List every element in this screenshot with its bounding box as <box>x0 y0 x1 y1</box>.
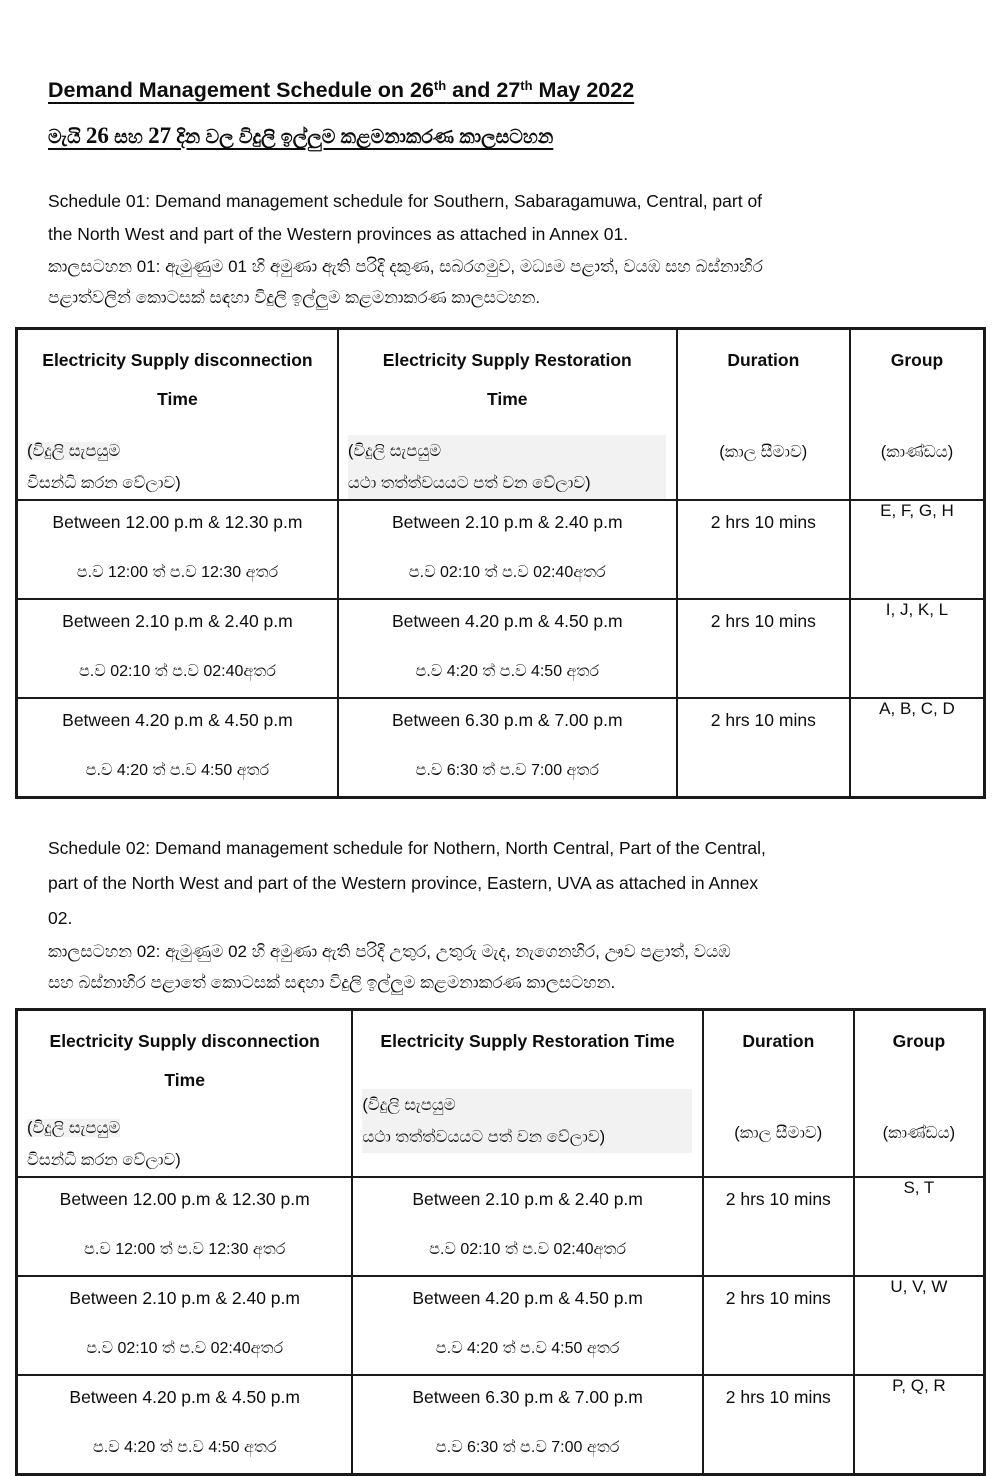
header-si-line: (කාල සීමාව) <box>719 443 808 461</box>
header-disconnection-time <box>17 1010 353 1178</box>
header-disconnection-si <box>18 435 337 499</box>
header-restoration-time <box>338 329 677 501</box>
header-line: Group <box>890 350 944 370</box>
duration-cell <box>677 500 850 599</box>
table-row <box>17 1276 985 1375</box>
duration-cell <box>703 1177 854 1276</box>
header-line: Duration <box>727 350 800 370</box>
header-si-line: (කාල සීමාව) <box>734 1124 823 1142</box>
title-text: Demand Management Schedule on 26 <box>48 78 434 102</box>
time-range-en: Between 2.10 p.m & 2.40 p.m <box>69 1288 300 1308</box>
header-line: Electricity Supply disconnection <box>49 1031 320 1051</box>
header-group <box>850 329 985 501</box>
time-range-en: Between 6.30 p.m & 7.00 p.m <box>391 710 623 730</box>
header-line: Group <box>892 1031 946 1051</box>
schedule-02-paragraph-si-line: සහ බස්නාහිර පළාතේ කොටසක් සඳහා විදුලි ඉල්ලුම කළමනාකරණ කාලසටහන. <box>48 973 616 992</box>
disconnection-time-cell <box>17 1177 353 1276</box>
header-restoration-time <box>352 1010 702 1178</box>
time-range-si: ප.ව 02:10 ත් ප.ව 02:40අතර <box>408 564 606 581</box>
restoration-time-cell <box>352 1177 702 1276</box>
header-si-line: යථා තත්ත්වයයට පත් වන වේලාව) <box>348 467 666 499</box>
header-duration <box>703 1010 854 1178</box>
time-range-en: Between 6.30 p.m & 7.00 p.m <box>412 1387 643 1407</box>
subtitle-text: දින වල විදුලි ඉල්ලුම කළමනාකරණ කාලසටහන <box>171 127 554 148</box>
table-header-row <box>17 329 985 501</box>
time-range-en: Between 12.00 p.m & 12.30 p.m <box>59 1189 310 1209</box>
restoration-time-cell <box>338 698 677 798</box>
group-cell: S, T <box>854 1177 985 1276</box>
header-disconnection-en <box>18 1011 351 1100</box>
time-range-en: Between 4.20 p.m & 4.50 p.m <box>412 1288 643 1308</box>
time-range-si: ප.ව 6:30 ත් ප.ව 7:00 අතර <box>435 1439 620 1456</box>
schedule-01-table <box>15 327 986 799</box>
time-range-si: ප.ව 02:10 ත් ප.ව 02:40අතර <box>429 1241 627 1258</box>
table-row <box>17 698 985 798</box>
header-duration <box>677 329 850 501</box>
time-range-si: ප.ව 02:10 ත් ප.ව 02:40අතර <box>78 663 276 680</box>
header-line: Electricity Supply Restoration Time <box>380 1031 675 1051</box>
restoration-time-cell <box>352 1276 702 1375</box>
group-cell: A, B, C, D <box>850 698 985 798</box>
duration-cell <box>677 698 850 798</box>
table-row <box>17 500 985 599</box>
header-restoration-en <box>353 1011 701 1061</box>
duration-value: 2 hrs 10 mins <box>710 512 816 532</box>
duration-cell <box>677 599 850 698</box>
group-cell: U, V, W <box>854 1276 985 1375</box>
duration-value: 2 hrs 10 mins <box>725 1288 831 1308</box>
restoration-time-cell <box>352 1375 702 1475</box>
time-range-en: Between 4.20 p.m & 4.50 p.m <box>69 1387 300 1407</box>
time-range-si: ප.ව 4:20 ත් ප.ව 4:50 අතර <box>85 762 270 779</box>
time-range-si: ප.ව 4:20 ත් ප.ව 4:50 අතර <box>415 663 600 680</box>
subtitle-text: සහ <box>108 127 149 148</box>
title-text: and 27 <box>446 78 521 102</box>
page-title <box>48 78 965 103</box>
title-superscript: th <box>520 78 533 93</box>
schedule-02-paragraph-en-line: 02. <box>48 908 73 928</box>
header-disconnection-time <box>17 329 338 501</box>
time-range-en: Between 2.10 p.m & 2.40 p.m <box>391 512 623 532</box>
title-superscript: th <box>433 78 447 93</box>
schedule-02-paragraph <box>48 831 965 998</box>
schedule-01-paragraph-si-line: පළාත්වලින් කොටසක් සඳහා විදුලි ඉල්ලුම කළමනාකරණ කාලසටහන. <box>48 288 541 307</box>
group-cell: E, F, G, H <box>850 500 985 599</box>
header-line: Time <box>164 1070 205 1090</box>
table-row <box>17 1177 985 1276</box>
group-cell: I, J, K, L <box>850 599 985 698</box>
duration-cell <box>703 1276 854 1375</box>
time-range-en: Between 4.20 p.m & 4.50 p.m <box>62 710 293 730</box>
header-si-line: යථා තත්ත්වයයට පත් වන වේලාව) <box>362 1121 691 1153</box>
header-si-line: විසන්ධි කරන වේලාව) <box>27 474 181 492</box>
header-si-line: (කාණ්ඩය) <box>880 443 954 461</box>
time-range-si: ප.ව 02:10 ත් ප.ව 02:40අතර <box>86 1340 284 1357</box>
duration-value: 2 hrs 10 mins <box>725 1189 831 1209</box>
disconnection-time-cell <box>17 1375 353 1475</box>
subtitle-date-number: 27 <box>148 123 172 148</box>
schedule-02-paragraph-en-line: part of the North West and part of the Western province, Eastern, UVA as attached in Annex <box>48 873 759 893</box>
header-disconnection-si <box>18 1112 351 1176</box>
disconnection-time-cell <box>17 599 338 698</box>
time-range-en: Between 2.10 p.m & 2.40 p.m <box>62 611 293 631</box>
header-restoration-si <box>353 1089 701 1153</box>
disconnection-time-cell <box>17 698 338 798</box>
time-range-si: ප.ව 12:00 ත් ප.ව 12:30 අතර <box>76 564 279 581</box>
time-range-en: Between 2.10 p.m & 2.40 p.m <box>412 1189 643 1209</box>
disconnection-time-cell <box>17 500 338 599</box>
header-restoration-en <box>339 330 676 419</box>
header-disconnection-en <box>18 330 337 419</box>
schedule-02-paragraph-si-line: කාලසටහන 02: ඇමුණුම 02 හි අමුණා ඇති පරිදි උතුර, උතුරු මැද, නැගෙනහිර, ඌව පළාත්, වයඹ <box>48 942 731 961</box>
schedule-01-paragraph-si-line: කාලසටහන 01: ඇමුණුම 01 හි අමුණා ඇති පරිදි දකුණ, සබරගමුව, මධ්‍යම පළාත්, වයඹ සහ බස්නාහිර <box>48 257 763 276</box>
restoration-time-cell <box>338 500 677 599</box>
time-range-en: Between 4.20 p.m & 4.50 p.m <box>391 611 623 631</box>
schedule-02-table <box>15 1008 986 1476</box>
header-line: Electricity Supply disconnection <box>42 350 313 370</box>
header-restoration-si <box>339 435 676 499</box>
schedule-01-paragraph-en-line: Schedule 01: Demand management schedule for Southern, Sabaragamuwa, Central, part of <box>48 191 763 211</box>
header-si-line: (විදුලි සැපයුම <box>27 1119 121 1137</box>
duration-value: 2 hrs 10 mins <box>710 611 816 631</box>
page-subtitle-sinhala <box>48 123 965 149</box>
header-si-line: (විදුලි සැපයුම <box>27 442 121 460</box>
time-range-si: ප.ව 4:20 ත් ප.ව 4:50 අතර <box>92 1439 277 1456</box>
header-si-line: (කාණ්ඩය) <box>882 1124 956 1142</box>
header-si-line: (විදුලි සැපයුම <box>348 435 666 467</box>
duration-value: 2 hrs 10 mins <box>725 1387 831 1407</box>
title-text: May 2022 <box>532 78 635 102</box>
header-line: Electricity Supply Restoration <box>382 350 632 370</box>
header-line: Time <box>487 389 528 409</box>
schedule-01-paragraph-en-line: the North West and part of the Western provinces as attached in Annex 01. <box>48 224 629 244</box>
header-si-line: විසන්ධි කරන වේලාව) <box>27 1151 181 1169</box>
time-range-si: ප.ව 6:30 ත් ප.ව 7:00 අතර <box>415 762 600 779</box>
disconnection-time-cell <box>17 1276 353 1375</box>
duration-cell <box>703 1375 854 1475</box>
time-range-si: ප.ව 12:00 ත් ප.ව 12:30 අතර <box>84 1241 286 1258</box>
header-group <box>854 1010 985 1178</box>
table-header-row <box>17 1010 985 1178</box>
time-range-si: ප.ව 4:20 ත් ප.ව 4:50 අතර <box>435 1340 620 1357</box>
header-si-line: (විදුලි සැපයුම <box>362 1089 691 1121</box>
duration-value: 2 hrs 10 mins <box>710 710 816 730</box>
table-row <box>17 1375 985 1475</box>
group-cell: P, Q, R <box>854 1375 985 1475</box>
header-line: Duration <box>742 1031 815 1051</box>
schedule-02-paragraph-en-line: Schedule 02: Demand management schedule for Nothern, North Central, Part of the Central, <box>48 838 766 858</box>
table-row <box>17 599 985 698</box>
restoration-time-cell <box>338 599 677 698</box>
header-line: Time <box>157 389 198 409</box>
subtitle-date-number: 26 <box>85 123 109 148</box>
schedule-01-paragraph <box>48 185 965 313</box>
subtitle-text: මැයි <box>48 127 86 148</box>
time-range-en: Between 12.00 p.m & 12.30 p.m <box>52 512 303 532</box>
